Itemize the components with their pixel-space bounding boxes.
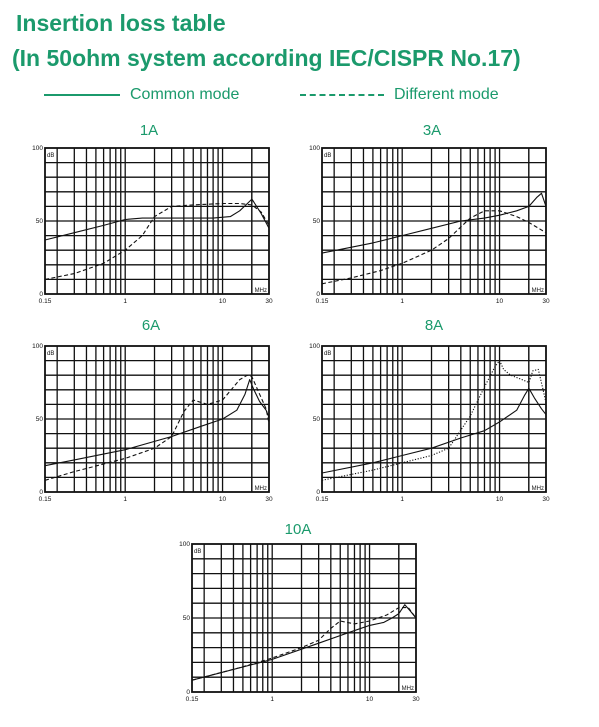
x-axis-label: MHz [254,288,267,294]
series-line-different-mode [45,204,269,280]
x-tick-label: 30 [265,496,273,503]
series-line-common-mode [192,605,416,681]
x-axis-label: MHz [254,486,267,492]
series-line-different-mode [322,211,546,284]
chart-title-3a: 3A [422,122,442,139]
y-axis-label: dB [194,549,202,555]
legend-different-label: Different mode [394,86,499,103]
x-tick-label: 10 [218,496,227,503]
x-tick-label: 1 [123,298,128,305]
y-tick-label: 100 [32,145,43,152]
grid [192,544,416,692]
y-tick-label: 50 [182,615,190,622]
chart-3a [309,145,550,305]
x-tick-label: 1 [123,496,128,503]
chart-title-6a: 6A [141,317,161,334]
y-tick-label: 0 [39,291,43,298]
legend-common-mode [44,84,239,106]
series-line-common-mode [322,193,546,253]
x-tick-label: 30 [265,298,273,305]
y-axis-label: dB [324,153,332,159]
x-tick-label: 30 [542,298,550,305]
y-tick-label: 50 [312,416,320,423]
series-line-different-mode [45,375,269,480]
page-title: Insertion loss table [16,10,226,36]
series-line-common-mode [45,380,269,466]
legend-common-label: Common mode [130,86,240,103]
y-tick-label: 100 [309,343,320,350]
x-tick-label: 0.15 [315,298,329,305]
x-tick-label: 30 [412,696,420,703]
y-axis-label: dB [47,153,55,159]
series-line-common-mode [45,199,269,240]
y-tick-label: 50 [312,218,320,225]
chart-title-10a: 10A [284,521,312,538]
x-tick-label: 0.15 [185,696,199,703]
legend-different-mode [300,84,499,106]
y-axis-label: dB [47,351,55,357]
legend-solid-line-icon [44,94,120,96]
y-tick-label: 100 [32,343,43,350]
chart-title-1a: 1A [139,122,159,139]
chart-title-8a: 8A [424,317,444,334]
y-tick-label: 0 [186,689,190,696]
grid [322,346,546,492]
chart-10a [179,541,420,703]
x-tick-label: 10 [365,696,374,703]
chart-6a [32,343,273,503]
page-subtitle: (In 50ohm system according IEC/CISPR No.17) [12,45,521,71]
y-tick-label: 0 [39,489,43,496]
x-tick-label: 0.15 [38,496,52,503]
y-tick-label: 0 [316,489,320,496]
x-tick-label: 10 [218,298,227,305]
x-tick-label: 10 [495,298,504,305]
y-axis-label: dB [324,351,332,357]
x-tick-label: 0.15 [38,298,52,305]
x-axis-label: MHz [401,686,414,692]
y-tick-label: 50 [35,416,43,423]
x-tick-label: 1 [400,496,405,503]
y-tick-label: 100 [179,541,190,548]
x-tick-label: 1 [400,298,405,305]
x-tick-label: 30 [542,496,550,503]
x-axis-label: MHz [531,486,544,492]
x-tick-label: 1 [270,696,275,703]
series-line-common-mode [322,388,546,473]
chart-1a [32,145,273,305]
y-tick-label: 100 [309,145,320,152]
legend-dashed-line-icon [300,94,384,96]
x-tick-label: 10 [495,496,504,503]
x-axis-label: MHz [531,288,544,294]
x-tick-label: 0.15 [315,496,329,503]
chart-8a [309,343,550,503]
grid [322,148,546,294]
y-tick-label: 50 [35,218,43,225]
y-tick-label: 0 [316,291,320,298]
